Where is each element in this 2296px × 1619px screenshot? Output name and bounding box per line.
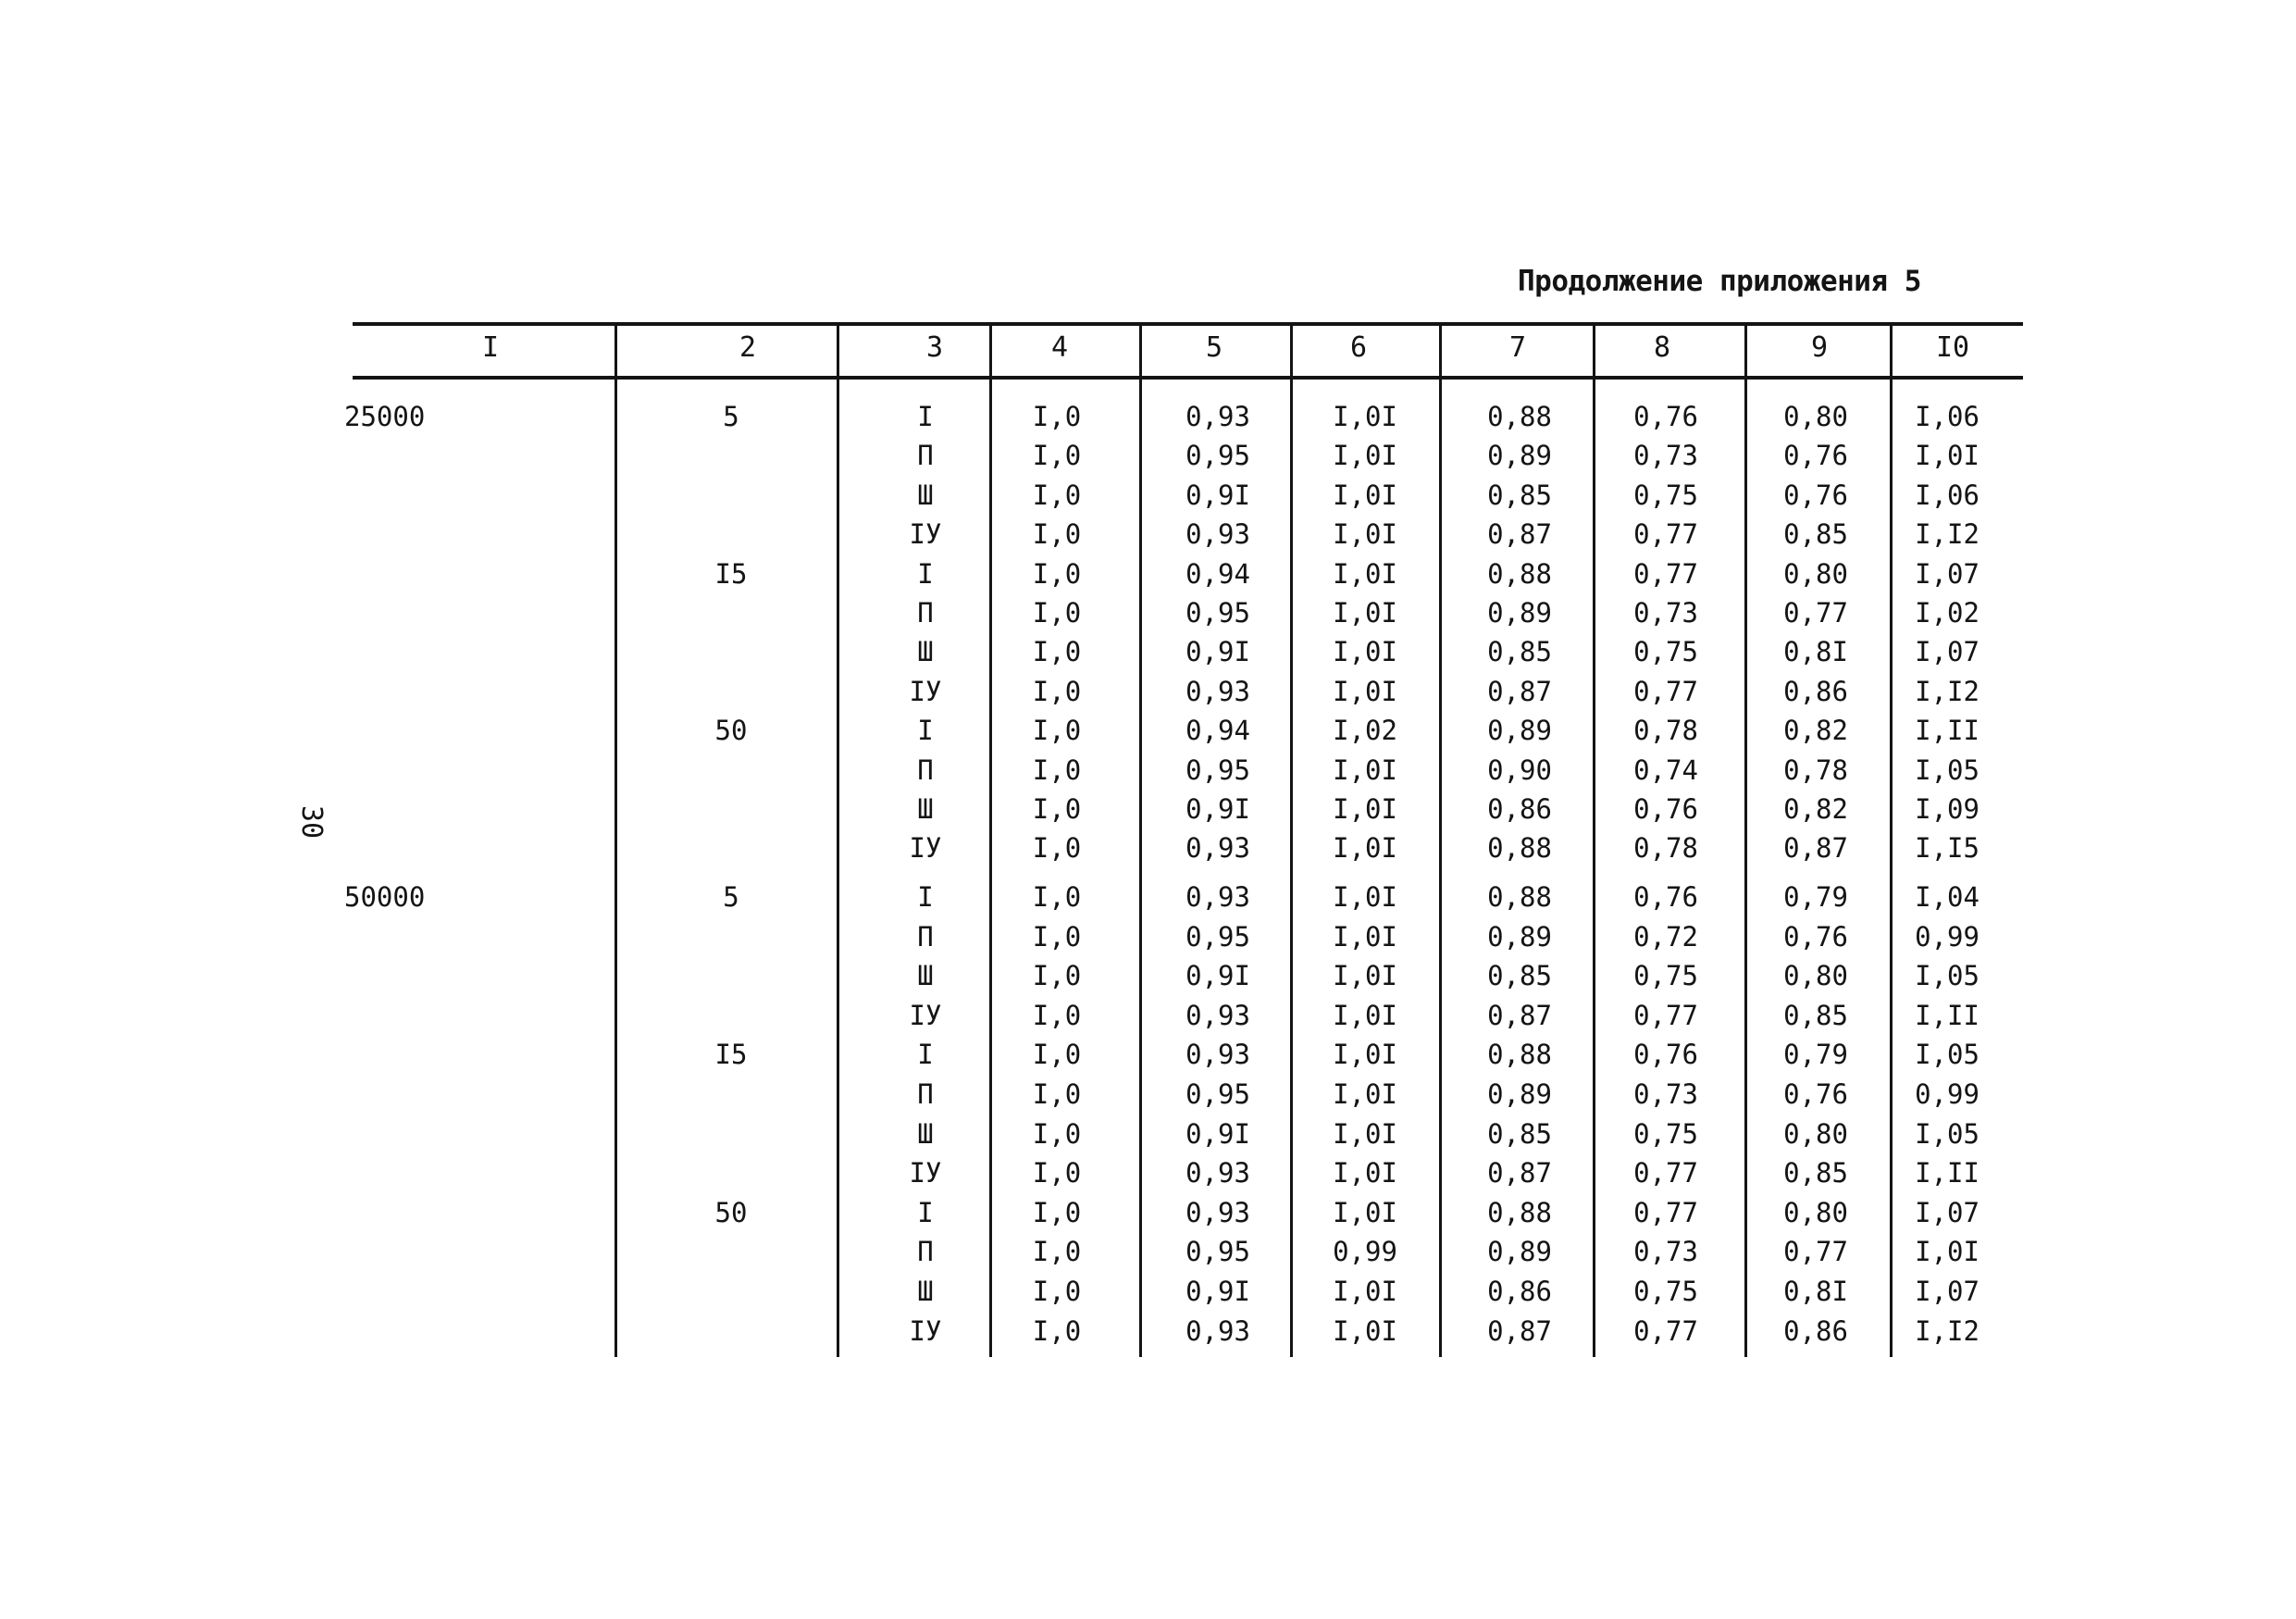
table-cell-col-4: I,0 bbox=[1032, 1117, 1082, 1150]
table-cell-col-9: 0,80 bbox=[1783, 1117, 1848, 1150]
table-caption: Продолжение приложения 5 bbox=[1518, 265, 1921, 298]
table-cell-col-6: I,0I bbox=[1333, 401, 1397, 432]
table-cell-col-4: I,0 bbox=[1032, 753, 1082, 786]
table-cell-col-6: I,0I bbox=[1333, 753, 1397, 786]
table-cell-col-3: IУ bbox=[909, 832, 942, 865]
table-cell-col-7: 0,87 bbox=[1487, 1314, 1552, 1347]
table-cell-col-6: I,0I bbox=[1333, 1196, 1397, 1228]
table-cell-col-4: I,0 bbox=[1032, 1314, 1082, 1347]
table-cell-col-8: 0,72 bbox=[1633, 920, 1698, 953]
table-cell-col-4: I,0 bbox=[1032, 1078, 1082, 1110]
table-cell-col-10: 0,99 bbox=[1915, 920, 1980, 953]
table-cell-col-8: 0,77 bbox=[1633, 518, 1698, 551]
table-cell-col-7: 0,89 bbox=[1487, 597, 1552, 629]
table-cell-col-10: I,I2 bbox=[1915, 675, 1980, 707]
table-cell-col-5: 0,95 bbox=[1185, 753, 1250, 786]
table-cell-col-9: 0,8I bbox=[1783, 1276, 1848, 1307]
table-cell-col-9: 0,86 bbox=[1783, 675, 1848, 707]
table-cell-col-10: I,I2 bbox=[1915, 518, 1980, 551]
table-cell-col-4: I,0 bbox=[1032, 1157, 1082, 1189]
table-cell-col-6: I,0I bbox=[1333, 1117, 1397, 1150]
table-cell-col-6: I,0I bbox=[1333, 518, 1397, 551]
table-cell-col-8: 0,76 bbox=[1633, 881, 1698, 913]
table-cell-col-4: I,0 bbox=[1032, 675, 1082, 707]
table-cell-col-5: 0,93 bbox=[1185, 1157, 1250, 1189]
table-cell-col-5: 0,95 bbox=[1185, 440, 1250, 472]
table-cell-col-5: 0,95 bbox=[1185, 597, 1250, 629]
table-cell-col-4: I,0 bbox=[1032, 920, 1082, 953]
table-cell-col-5: 0,9I bbox=[1185, 1117, 1250, 1150]
table-cell-col-9: 0,78 bbox=[1783, 753, 1848, 786]
table-cell-col-7: 0,86 bbox=[1487, 1276, 1552, 1307]
table-cell-col-4: I,0 bbox=[1032, 1236, 1082, 1268]
table-cell-col-9: 0,82 bbox=[1783, 793, 1848, 825]
table-top-rule bbox=[353, 322, 2023, 326]
table-cell-col-4: I,0 bbox=[1032, 1039, 1082, 1071]
table-cell-col-6: I,0I bbox=[1333, 1314, 1397, 1347]
table-cell-col-8: 0,77 bbox=[1633, 557, 1698, 590]
table-cell-col-10: I,06 bbox=[1915, 479, 1980, 511]
header-cell-3: 3 bbox=[925, 331, 944, 364]
header-cell-9: 9 bbox=[1810, 331, 1829, 364]
table-cell-col-10: I,05 bbox=[1915, 960, 1980, 992]
table-cell-col-7: 0,89 bbox=[1487, 440, 1552, 472]
table-cell-col-6: I,0I bbox=[1333, 597, 1397, 629]
table-cell-col-3: П bbox=[917, 753, 934, 786]
table-cell-col-7: 0,85 bbox=[1487, 636, 1552, 668]
table-cell-col-2: 5 bbox=[723, 401, 739, 432]
table-cell-col-4: I,0 bbox=[1032, 597, 1082, 629]
table-cell-col-6: I,0I bbox=[1333, 1157, 1397, 1189]
table-cell-col-5: 0,93 bbox=[1185, 518, 1250, 551]
table-cell-col-3: IУ bbox=[909, 999, 942, 1031]
table-cell-col-10: I,05 bbox=[1915, 1039, 1980, 1071]
table-cell-col-5: 0,94 bbox=[1185, 557, 1250, 590]
table-cell-col-9: 0,85 bbox=[1783, 999, 1848, 1031]
table-cell-col-3: Ш bbox=[917, 636, 934, 668]
table-cell-col-3: Ш bbox=[917, 960, 934, 992]
table-cell-col-9: 0,76 bbox=[1783, 920, 1848, 953]
table-cell-col-9: 0,80 bbox=[1783, 960, 1848, 992]
table-cell-col-4: I,0 bbox=[1032, 401, 1082, 432]
header-cell-10: I0 bbox=[1935, 331, 1970, 364]
table-cell-col-8: 0,76 bbox=[1633, 401, 1698, 432]
table-cell-col-4: I,0 bbox=[1032, 1196, 1082, 1228]
table-cell-col-7: 0,89 bbox=[1487, 920, 1552, 953]
table-cell-col-9: 0,85 bbox=[1783, 518, 1848, 551]
table-cell-col-8: 0,75 bbox=[1633, 960, 1698, 992]
table-cell-col-3: Ш bbox=[917, 1117, 934, 1150]
table-cell-col-9: 0,86 bbox=[1783, 1314, 1848, 1347]
table-cell-col-10: I,0I bbox=[1915, 440, 1980, 472]
header-bottom-rule bbox=[353, 376, 2023, 380]
table-cell-col-1: 25000 bbox=[344, 401, 426, 432]
table-cell-col-5: 0,9I bbox=[1185, 960, 1250, 992]
table-cell-col-6: I,0I bbox=[1333, 999, 1397, 1031]
table-cell-col-7: 0,85 bbox=[1487, 1117, 1552, 1150]
table-cell-col-6: I,0I bbox=[1333, 636, 1397, 668]
column-rule-5 bbox=[1290, 322, 1293, 1357]
table-cell-col-3: П bbox=[917, 1236, 934, 1268]
page-number: 30 bbox=[295, 804, 328, 840]
table-cell-col-5: 0,93 bbox=[1185, 881, 1250, 913]
table-cell-col-5: 0,94 bbox=[1185, 715, 1250, 747]
table-cell-col-6: I,02 bbox=[1333, 715, 1397, 747]
table-cell-col-3: Ш bbox=[917, 793, 934, 825]
table-cell-col-10: I,07 bbox=[1915, 557, 1980, 590]
column-rule-4 bbox=[1139, 322, 1142, 1357]
table-cell-col-3: IУ bbox=[909, 1314, 942, 1347]
table-cell-col-7: 0,85 bbox=[1487, 960, 1552, 992]
table-cell-col-10: I,07 bbox=[1915, 636, 1980, 668]
table-cell-col-9: 0,76 bbox=[1783, 1078, 1848, 1110]
table-cell-col-8: 0,76 bbox=[1633, 793, 1698, 825]
column-rule-7 bbox=[1593, 322, 1595, 1357]
table-cell-col-3: IУ bbox=[909, 675, 942, 707]
table-cell-col-7: 0,87 bbox=[1487, 999, 1552, 1031]
table-cell-col-5: 0,95 bbox=[1185, 1236, 1250, 1268]
table-cell-col-2: 50 bbox=[714, 1196, 748, 1228]
table-cell-col-7: 0,90 bbox=[1487, 753, 1552, 786]
table-cell-col-4: I,0 bbox=[1032, 999, 1082, 1031]
table-cell-col-3: П bbox=[917, 1078, 934, 1110]
table-cell-col-10: I,II bbox=[1915, 715, 1980, 747]
table-cell-col-3: I bbox=[917, 1196, 934, 1228]
table-cell-col-6: I,0I bbox=[1333, 675, 1397, 707]
header-cell-6: 6 bbox=[1349, 331, 1368, 364]
table-cell-col-8: 0,78 bbox=[1633, 715, 1698, 747]
table-cell-col-10: I,I2 bbox=[1915, 1314, 1980, 1347]
table-cell-col-8: 0,75 bbox=[1633, 636, 1698, 668]
table-cell-col-2: I5 bbox=[714, 557, 748, 590]
table-cell-col-10: I,09 bbox=[1915, 793, 1980, 825]
table-cell-col-5: 0,95 bbox=[1185, 920, 1250, 953]
table-cell-col-6: I,0I bbox=[1333, 1039, 1397, 1071]
table-cell-col-5: 0,93 bbox=[1185, 1196, 1250, 1228]
table-cell-col-8: 0,73 bbox=[1633, 1236, 1698, 1268]
column-rule-1 bbox=[614, 322, 617, 1357]
header-cell-1: I bbox=[481, 331, 500, 364]
table-cell-col-6: I,0I bbox=[1333, 1078, 1397, 1110]
table-cell-col-3: I bbox=[917, 1039, 934, 1071]
table-cell-col-7: 0,89 bbox=[1487, 1236, 1552, 1268]
table-cell-col-8: 0,73 bbox=[1633, 597, 1698, 629]
table-cell-col-7: 0,88 bbox=[1487, 881, 1552, 913]
table-cell-col-8: 0,75 bbox=[1633, 479, 1698, 511]
table-cell-col-5: 0,9I bbox=[1185, 1276, 1250, 1307]
column-rule-2 bbox=[837, 322, 839, 1357]
table-cell-col-4: I,0 bbox=[1032, 960, 1082, 992]
table-cell-col-3: Ш bbox=[917, 479, 934, 511]
table-cell-col-3: I bbox=[917, 557, 934, 590]
table-cell-col-8: 0,73 bbox=[1633, 1078, 1698, 1110]
table-cell-col-10: I,07 bbox=[1915, 1276, 1980, 1307]
table-cell-col-9: 0,80 bbox=[1783, 1196, 1848, 1228]
table-cell-col-8: 0,74 bbox=[1633, 753, 1698, 786]
table-cell-col-5: 0,9I bbox=[1185, 479, 1250, 511]
header-cell-7: 7 bbox=[1508, 331, 1527, 364]
table-cell-col-3: П bbox=[917, 440, 934, 472]
table-cell-col-10: I,04 bbox=[1915, 881, 1980, 913]
table-cell-col-8: 0,77 bbox=[1633, 675, 1698, 707]
table-cell-col-10: I,II bbox=[1915, 1157, 1980, 1189]
table-cell-col-4: I,0 bbox=[1032, 557, 1082, 590]
table-cell-col-7: 0,88 bbox=[1487, 1039, 1552, 1071]
table-cell-col-4: I,0 bbox=[1032, 832, 1082, 865]
table-cell-col-9: 0,79 bbox=[1783, 881, 1848, 913]
table-cell-col-9: 0,76 bbox=[1783, 479, 1848, 511]
table-cell-col-7: 0,89 bbox=[1487, 1078, 1552, 1110]
table-cell-col-10: I,I5 bbox=[1915, 832, 1980, 865]
table-cell-col-8: 0,75 bbox=[1633, 1117, 1698, 1150]
table-cell-col-8: 0,75 bbox=[1633, 1276, 1698, 1307]
table-cell-col-5: 0,93 bbox=[1185, 1314, 1250, 1347]
table-cell-col-8: 0,77 bbox=[1633, 1196, 1698, 1228]
table-cell-col-6: I,0I bbox=[1333, 832, 1397, 865]
table-cell-col-10: I,II bbox=[1915, 999, 1980, 1031]
table-cell-col-4: I,0 bbox=[1032, 440, 1082, 472]
table-cell-col-8: 0,76 bbox=[1633, 1039, 1698, 1071]
header-cell-4: 4 bbox=[1050, 331, 1069, 364]
table-cell-col-3: I bbox=[917, 401, 934, 432]
table-cell-col-5: 0,93 bbox=[1185, 999, 1250, 1031]
table-cell-col-6: I,0I bbox=[1333, 479, 1397, 511]
table-cell-col-8: 0,78 bbox=[1633, 832, 1698, 865]
table-cell-col-3: П bbox=[917, 597, 934, 629]
table-cell-col-5: 0,95 bbox=[1185, 1078, 1250, 1110]
table-cell-col-7: 0,86 bbox=[1487, 793, 1552, 825]
table-cell-col-5: 0,93 bbox=[1185, 1039, 1250, 1071]
table-cell-col-2: 5 bbox=[723, 881, 739, 913]
table-cell-col-8: 0,73 bbox=[1633, 440, 1698, 472]
table-cell-col-9: 0,85 bbox=[1783, 1157, 1848, 1189]
table-cell-col-2: 50 bbox=[714, 715, 748, 747]
table-cell-col-9: 0,77 bbox=[1783, 1236, 1848, 1268]
table-cell-col-5: 0,93 bbox=[1185, 832, 1250, 865]
table-cell-col-9: 0,77 bbox=[1783, 597, 1848, 629]
table-cell-col-9: 0,80 bbox=[1783, 401, 1848, 432]
table-cell-col-3: IУ bbox=[909, 1157, 942, 1189]
header-cell-8: 8 bbox=[1653, 331, 1671, 364]
table-cell-col-8: 0,77 bbox=[1633, 1314, 1698, 1347]
table-cell-col-8: 0,77 bbox=[1633, 999, 1698, 1031]
table-cell-col-3: IУ bbox=[909, 518, 942, 551]
table-cell-col-7: 0,87 bbox=[1487, 675, 1552, 707]
table-cell-col-7: 0,89 bbox=[1487, 715, 1552, 747]
table-cell-col-4: I,0 bbox=[1032, 793, 1082, 825]
table-cell-col-4: I,0 bbox=[1032, 1276, 1082, 1307]
table-cell-col-6: I,0I bbox=[1333, 793, 1397, 825]
table-cell-col-10: 0,99 bbox=[1915, 1078, 1980, 1110]
table-cell-col-10: I,05 bbox=[1915, 753, 1980, 786]
column-rule-6 bbox=[1439, 322, 1442, 1357]
table-cell-col-10: I,07 bbox=[1915, 1196, 1980, 1228]
table-cell-col-6: I,0I bbox=[1333, 920, 1397, 953]
table-cell-col-7: 0,87 bbox=[1487, 518, 1552, 551]
table-cell-col-6: I,0I bbox=[1333, 881, 1397, 913]
header-cell-2: 2 bbox=[738, 331, 757, 364]
table-cell-col-3: I bbox=[917, 715, 934, 747]
table-cell-col-9: 0,79 bbox=[1783, 1039, 1848, 1071]
table-cell-col-5: 0,9I bbox=[1185, 793, 1250, 825]
table-cell-col-9: 0,82 bbox=[1783, 715, 1848, 747]
table-cell-col-7: 0,88 bbox=[1487, 557, 1552, 590]
table-cell-col-6: I,0I bbox=[1333, 440, 1397, 472]
table-cell-col-9: 0,76 bbox=[1783, 440, 1848, 472]
table-cell-col-6: 0,99 bbox=[1333, 1236, 1397, 1268]
table-cell-col-9: 0,87 bbox=[1783, 832, 1848, 865]
table-cell-col-10: I,06 bbox=[1915, 401, 1980, 432]
table-cell-col-10: I,02 bbox=[1915, 597, 1980, 629]
table-cell-col-1: 50000 bbox=[344, 881, 426, 913]
table-cell-col-8: 0,77 bbox=[1633, 1157, 1698, 1189]
table-cell-col-6: I,0I bbox=[1333, 1276, 1397, 1307]
table-cell-col-3: П bbox=[917, 920, 934, 953]
table-cell-col-4: I,0 bbox=[1032, 715, 1082, 747]
table-cell-col-10: I,0I bbox=[1915, 1236, 1980, 1268]
table-cell-col-4: I,0 bbox=[1032, 881, 1082, 913]
table-cell-col-5: 0,9I bbox=[1185, 636, 1250, 668]
table-cell-col-10: I,05 bbox=[1915, 1117, 1980, 1150]
table-cell-col-7: 0,88 bbox=[1487, 1196, 1552, 1228]
table-cell-col-3: I bbox=[917, 881, 934, 913]
column-rule-8 bbox=[1744, 322, 1747, 1357]
table-cell-col-6: I,0I bbox=[1333, 960, 1397, 992]
column-rule-3 bbox=[989, 322, 992, 1357]
table-cell-col-9: 0,8I bbox=[1783, 636, 1848, 668]
table-cell-col-6: I,0I bbox=[1333, 557, 1397, 590]
table-cell-col-7: 0,88 bbox=[1487, 832, 1552, 865]
table-cell-col-2: I5 bbox=[714, 1039, 748, 1071]
table-cell-col-5: 0,93 bbox=[1185, 675, 1250, 707]
table-cell-col-9: 0,80 bbox=[1783, 557, 1848, 590]
table-cell-col-7: 0,88 bbox=[1487, 401, 1552, 432]
header-cell-5: 5 bbox=[1205, 331, 1223, 364]
table-cell-col-4: I,0 bbox=[1032, 518, 1082, 551]
table-cell-col-3: Ш bbox=[917, 1276, 934, 1307]
table-cell-col-7: 0,87 bbox=[1487, 1157, 1552, 1189]
table-cell-col-4: I,0 bbox=[1032, 479, 1082, 511]
table-cell-col-7: 0,85 bbox=[1487, 479, 1552, 511]
table-cell-col-5: 0,93 bbox=[1185, 401, 1250, 432]
table-cell-col-4: I,0 bbox=[1032, 636, 1082, 668]
